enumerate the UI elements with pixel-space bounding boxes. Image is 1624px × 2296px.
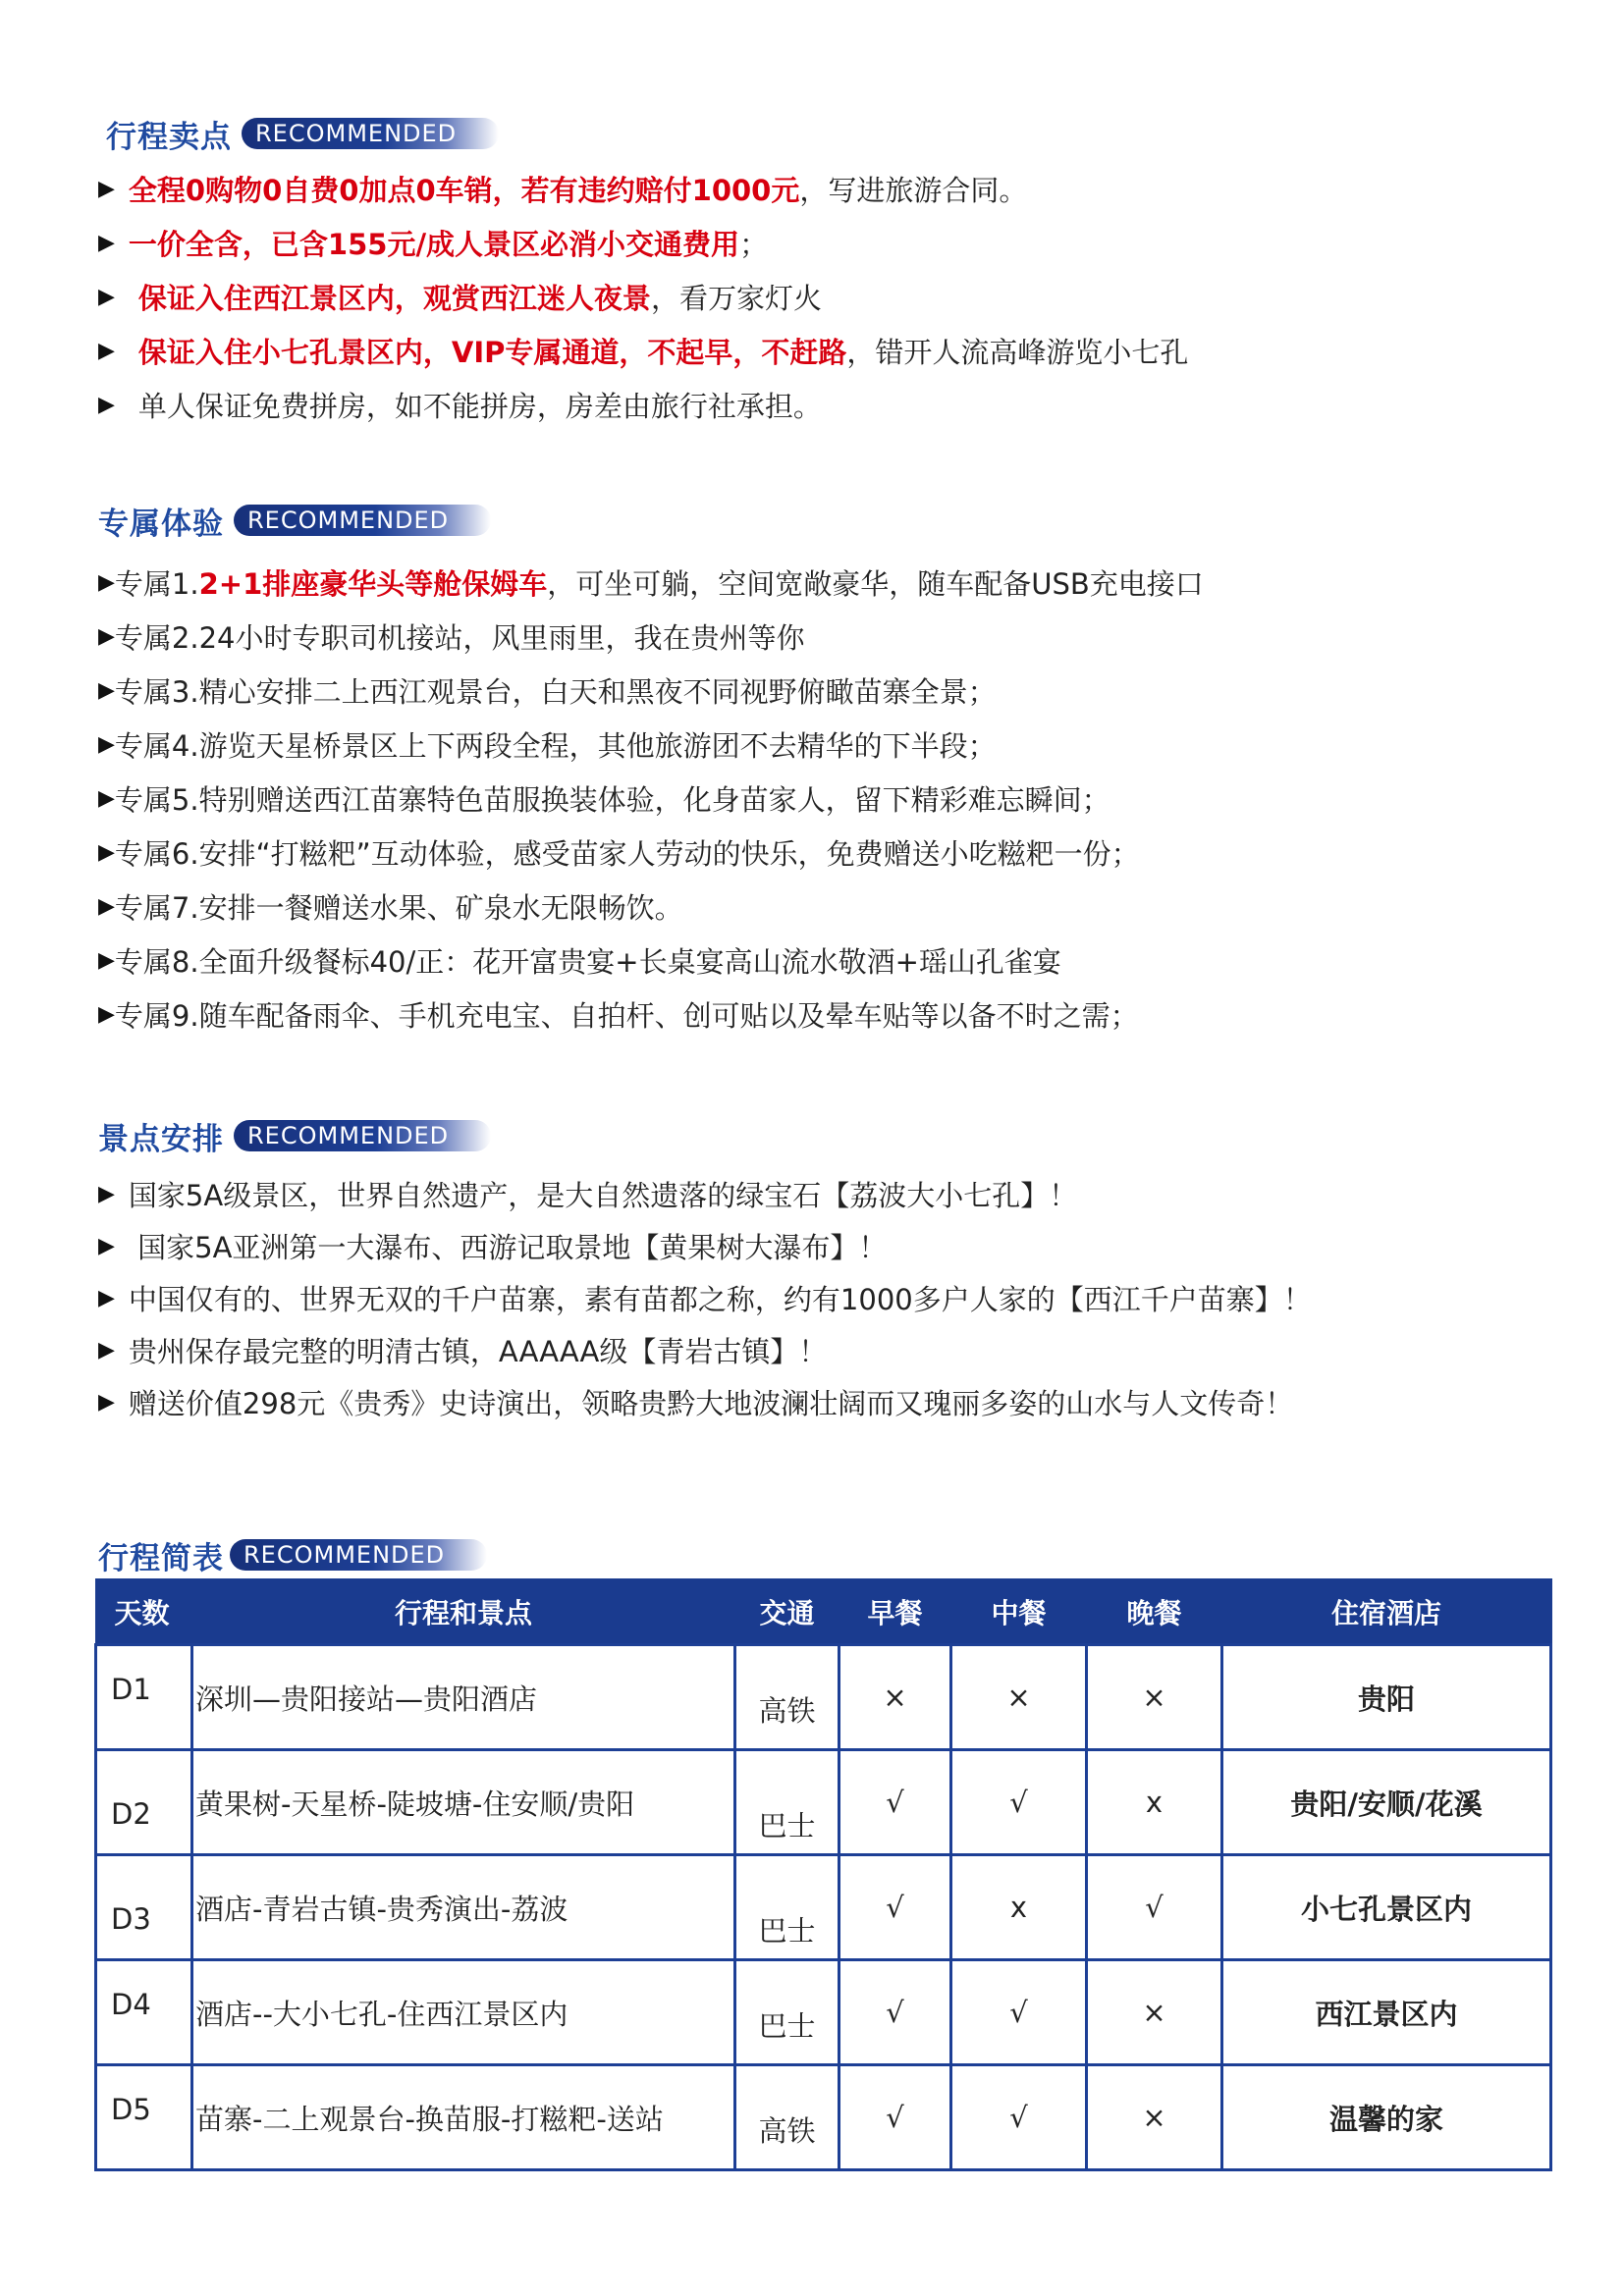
cell-day: D4 bbox=[96, 1960, 192, 2065]
arrow-icon: ▶ bbox=[98, 1233, 115, 1258]
cell-transport: 高铁 bbox=[735, 1645, 839, 1750]
cell-dinner: √ bbox=[1087, 1855, 1222, 1960]
cell-day: D1 bbox=[96, 1645, 192, 1750]
cell-breakfast: √ bbox=[839, 1750, 951, 1855]
arrow-icon: ▶ bbox=[98, 338, 115, 363]
exclusive-item: ▶ 专属4. 游览天星桥景区上下两段全程，其他旅游团不去精华的下半段； bbox=[98, 728, 997, 763]
selling-point-item: ▶ 单人保证免费拼房，如不能拼房，房差由旅行社承担。 bbox=[98, 389, 822, 423]
exclusive-item: ▶ 专属3. 精心安排二上西江观景台，白天和黑夜不同视野俯瞰苗寨全景； bbox=[98, 674, 997, 709]
section-title-exclusive bbox=[98, 499, 491, 542]
selling-point-item: ▶ 一价全含，已含155元/成人景区必消小交通费用 ； bbox=[98, 227, 769, 261]
arrow-icon: ▶ bbox=[98, 1389, 115, 1415]
table-row bbox=[96, 1855, 1551, 1960]
section-title-schedule bbox=[98, 1533, 487, 1576]
cell-day: D2 bbox=[96, 1750, 192, 1855]
schedule-table bbox=[94, 1578, 1552, 2171]
arrow-icon: ▶ bbox=[98, 176, 115, 201]
cell-breakfast: √ bbox=[839, 2065, 951, 2170]
table-row bbox=[96, 1750, 1551, 1855]
cell-hotel: 温馨的家 bbox=[1222, 2065, 1551, 2170]
arrow-icon: ▶ bbox=[98, 947, 115, 973]
cell-transport: 巴士 bbox=[735, 1855, 839, 1960]
attraction-item: ▶ 国家5A级景区，世界自然遗产，是大自然遗落的绿宝石【荔波大小七孔】！ bbox=[98, 1178, 1078, 1212]
cell-lunch: √ bbox=[951, 1750, 1087, 1855]
recommended-badge: RECOMMENDED bbox=[234, 505, 491, 536]
exclusive-item: ▶ 专属2. 24小时专职司机接站，风里雨里，我在贵州等你 bbox=[98, 620, 805, 655]
header-dinner: 晚餐 bbox=[1087, 1579, 1222, 1645]
header-breakfast: 早餐 bbox=[839, 1579, 951, 1645]
attraction-item: ▶ 国家5A亚洲第一大瀑布、西游记取景地【黄果树大瀑布】！ bbox=[98, 1230, 888, 1264]
cell-route: 黄果树-天星桥-陡坡塘-住安顺/贵阳 bbox=[192, 1750, 735, 1855]
arrow-icon: ▶ bbox=[98, 1337, 115, 1362]
arrow-icon: ▶ bbox=[98, 569, 115, 595]
cell-route: 深圳—贵阳接站—贵阳酒店 bbox=[192, 1645, 735, 1750]
recommended-badge: RECOMMENDED bbox=[234, 1120, 491, 1151]
cell-breakfast: √ bbox=[839, 1960, 951, 2065]
attraction-item: ▶ 贵州保存最完整的明清古镇，AAAAA级【青岩古镇】！ bbox=[98, 1334, 828, 1368]
cell-breakfast: √ bbox=[839, 1855, 951, 1960]
cell-dinner: × bbox=[1087, 1645, 1222, 1750]
exclusive-item: ▶ 专属5. 特别赠送西江苗寨特色苗服换装体验，化身苗家人，留下精彩难忘瞬间； bbox=[98, 782, 1110, 817]
cell-day: D3 bbox=[96, 1855, 192, 1960]
cell-dinner: × bbox=[1087, 1960, 1222, 2065]
arrow-icon: ▶ bbox=[98, 893, 115, 919]
cell-lunch: x bbox=[951, 1855, 1087, 1960]
cell-route: 酒店--大小七孔-住西江景区内 bbox=[192, 1960, 735, 2065]
cell-hotel: 西江景区内 bbox=[1222, 1960, 1551, 2065]
header-transport: 交通 bbox=[735, 1579, 839, 1645]
header-route: 行程和景点 bbox=[192, 1579, 735, 1645]
arrow-icon: ▶ bbox=[98, 392, 115, 417]
arrow-icon: ▶ bbox=[98, 731, 115, 757]
recommended-badge: RECOMMENDED bbox=[230, 1539, 487, 1571]
table-header-row bbox=[96, 1579, 1551, 1645]
cell-breakfast: × bbox=[839, 1645, 951, 1750]
recommended-badge: RECOMMENDED bbox=[242, 118, 499, 149]
section-heading: 行程简表 bbox=[98, 1540, 224, 1576]
cell-lunch: × bbox=[951, 1645, 1087, 1750]
exclusive-item: ▶ 专属8. 全面升级餐标40/正：花开富贵宴+长桌宴高山流水敬酒+瑶山孔雀宴 bbox=[98, 944, 1061, 979]
header-hotel: 住宿酒店 bbox=[1222, 1579, 1551, 1645]
cell-transport: 高铁 bbox=[735, 2065, 839, 2170]
cell-transport: 巴士 bbox=[735, 1750, 839, 1855]
cell-route: 苗寨-二上观景台-换苗服-打糍粑-送站 bbox=[192, 2065, 735, 2170]
arrow-icon: ▶ bbox=[98, 1285, 115, 1310]
selling-point-item: ▶ 保证入住西江景区内，观赏西江迷人夜景 ，看万家灯火 bbox=[98, 281, 822, 315]
exclusive-item: ▶ 专属7. 安排一餐赠送水果、矿泉水无限畅饮。 bbox=[98, 890, 683, 925]
exclusive-item: ▶ 专属6. 安排“打糍粑”互动体验，感受苗家人劳动的快乐，免费赠送小吃糍粑一份； bbox=[98, 836, 1140, 871]
table-row bbox=[96, 1645, 1551, 1750]
section-title-selling-points bbox=[106, 112, 499, 155]
cell-lunch: √ bbox=[951, 1960, 1087, 2065]
cell-route: 酒店-青岩古镇-贵秀演出-荔波 bbox=[192, 1855, 735, 1960]
cell-dinner: x bbox=[1087, 1750, 1222, 1855]
cell-transport: 巴士 bbox=[735, 1960, 839, 2065]
arrow-icon: ▶ bbox=[98, 785, 115, 811]
cell-hotel: 贵阳 bbox=[1222, 1645, 1551, 1750]
exclusive-item: ▶ 专属1. 2+1排座豪华头等舱保姆车 ，可坐可躺，空间宽敞豪华，随车配备USB充电接口 bbox=[98, 566, 1204, 601]
arrow-icon: ▶ bbox=[98, 839, 115, 865]
cell-day: D5 bbox=[96, 2065, 192, 2170]
cell-hotel: 小七孔景区内 bbox=[1222, 1855, 1551, 1960]
arrow-icon: ▶ bbox=[98, 284, 115, 309]
section-title-attractions bbox=[98, 1114, 491, 1157]
section-heading: 景点安排 bbox=[98, 1121, 224, 1157]
arrow-icon: ▶ bbox=[98, 1181, 115, 1206]
cell-hotel: 贵阳/安顺/花溪 bbox=[1222, 1750, 1551, 1855]
table-row bbox=[96, 1960, 1551, 2065]
cell-lunch: √ bbox=[951, 2065, 1087, 2170]
selling-point-item: ▶ 全程0购物0自费0加点0车销，若有违约赔付1000元 ，写进旅游合同。 bbox=[98, 173, 1028, 207]
selling-point-item: ▶ 保证入住小七孔景区内，VIP专属通道，不起早，不赶路 ，错开人流高峰游览小七孔 bbox=[98, 335, 1189, 369]
header-lunch: 中餐 bbox=[951, 1579, 1087, 1645]
attraction-item: ▶ 中国仅有的、世界无双的千户苗寨，素有苗都之称，约有1000多户人家的【西江千户苗寨】！ bbox=[98, 1282, 1312, 1316]
table-row bbox=[96, 2065, 1551, 2170]
section-heading: 行程卖点 bbox=[106, 119, 232, 155]
arrow-icon: ▶ bbox=[98, 230, 115, 255]
arrow-icon: ▶ bbox=[98, 677, 115, 703]
cell-dinner: × bbox=[1087, 2065, 1222, 2170]
arrow-icon: ▶ bbox=[98, 623, 115, 649]
header-day: 天数 bbox=[96, 1579, 192, 1645]
attraction-item: ▶ 赠送价值298元《贵秀》史诗演出，领略贵黔大地波澜壮阔而又瑰丽多姿的山水与人文传奇！ bbox=[98, 1386, 1294, 1420]
section-heading: 专属体验 bbox=[98, 506, 224, 542]
exclusive-item: ▶ 专属9. 随车配备雨伞、手机充电宝、自拍杆、创可贴以及晕车贴等以备不时之需； bbox=[98, 998, 1139, 1033]
arrow-icon: ▶ bbox=[98, 1001, 115, 1027]
